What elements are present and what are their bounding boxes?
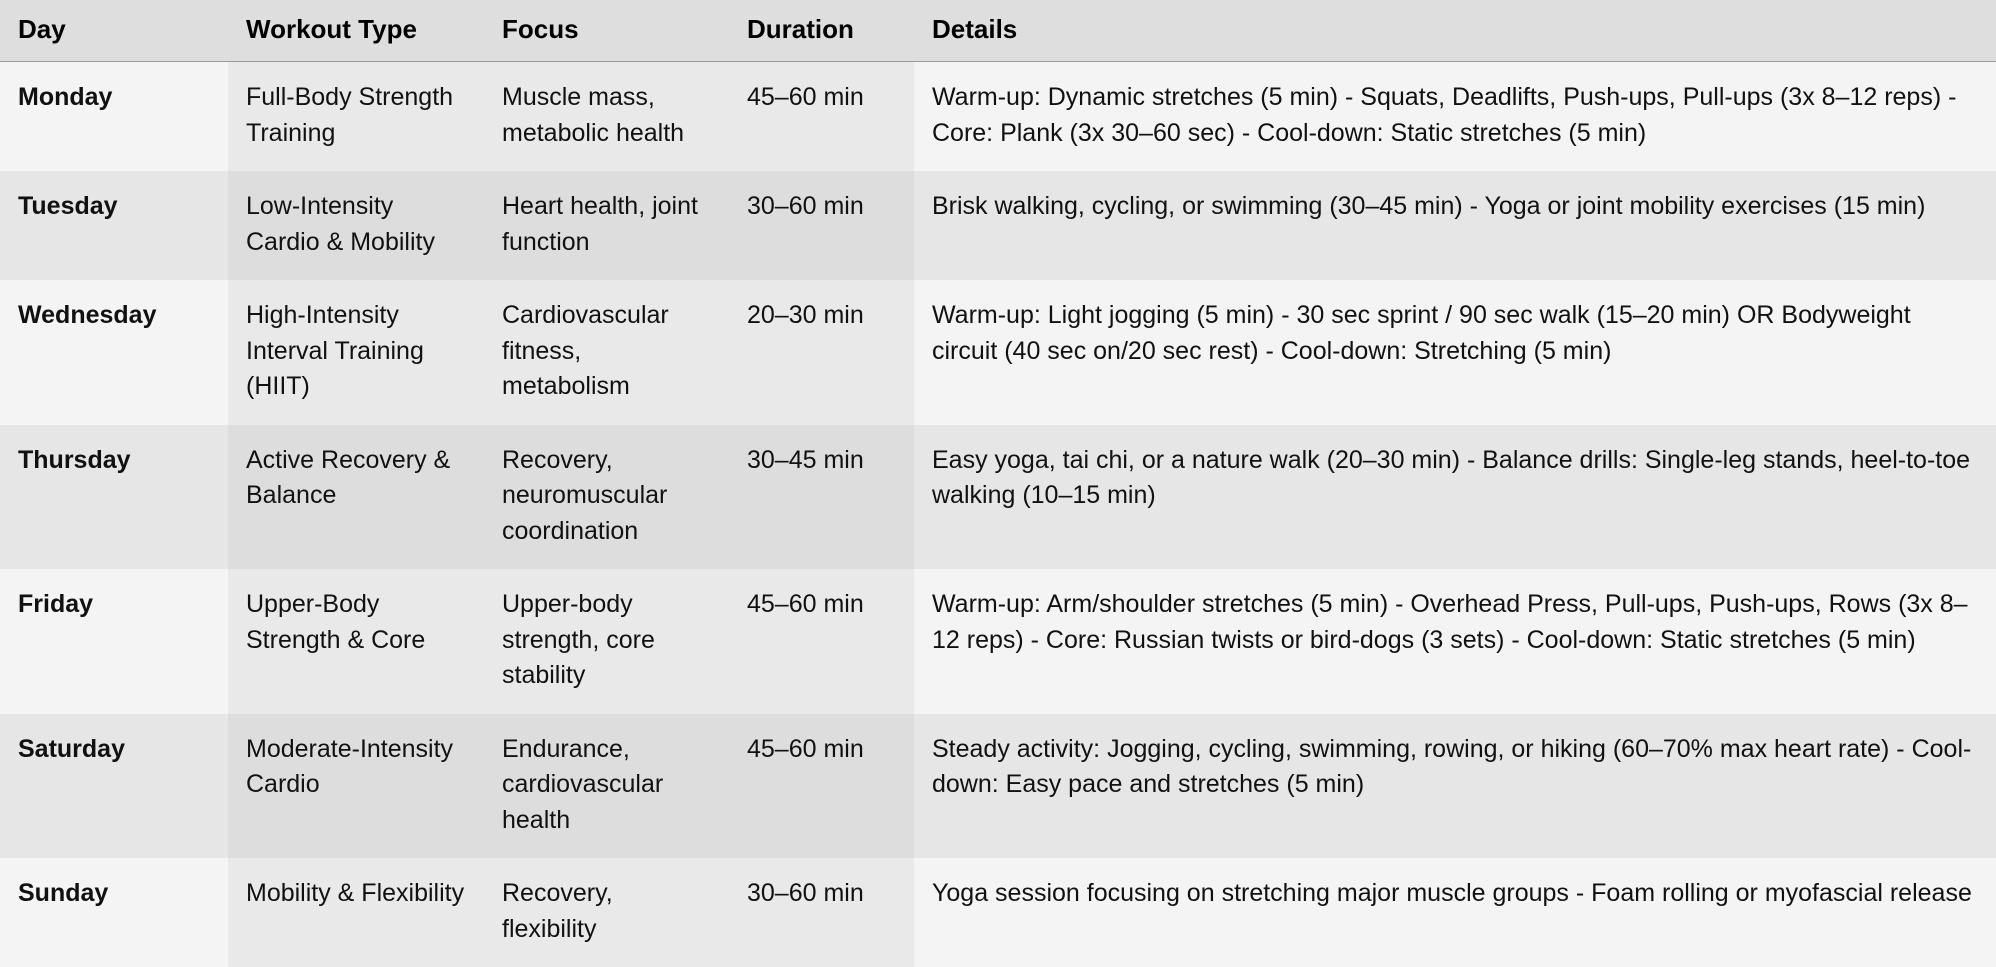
column-header-details: Details xyxy=(914,0,1996,62)
cell-workout-type: Moderate-Intensity Cardio xyxy=(228,714,484,859)
cell-day: Thursday xyxy=(0,425,228,570)
cell-workout-type: Mobility & Flexibility xyxy=(228,858,484,967)
table-row xyxy=(0,62,1996,172)
cell-details: Steady activity: Jogging, cycling, swimming, rowing, or hiking (60–70% max heart rate) - Cool-down: Easy pace and stretches (5 min) xyxy=(914,714,1996,859)
cell-details: Easy yoga, tai chi, or a nature walk (20–30 min) - Balance drills: Single-leg stands, heel-to-toe walking (10–15 min) xyxy=(914,425,1996,570)
cell-focus: Recovery, neuromuscular coordination xyxy=(484,425,729,570)
cell-details: Yoga session focusing on stretching major muscle groups - Foam rolling or myofascial release xyxy=(914,858,1996,967)
cell-duration: 30–45 min xyxy=(729,425,914,570)
cell-workout-type: Low-Intensity Cardio & Mobility xyxy=(228,171,484,280)
cell-duration: 30–60 min xyxy=(729,858,914,967)
cell-day: Friday xyxy=(0,569,228,714)
cell-duration: 45–60 min xyxy=(729,62,914,172)
table-row xyxy=(0,425,1996,570)
table-row xyxy=(0,569,1996,714)
table-header xyxy=(0,0,1996,62)
cell-day: Tuesday xyxy=(0,171,228,280)
cell-focus: Recovery, flexibility xyxy=(484,858,729,967)
cell-duration: 45–60 min xyxy=(729,714,914,859)
cell-details: Warm-up: Arm/shoulder stretches (5 min) - Overhead Press, Pull-ups, Push-ups, Rows (3x 8–12 reps) - Core: Russian twists or bird-dogs (3 sets) - Cool-down: Static stretches (5 min) xyxy=(914,569,1996,714)
column-header-duration: Duration xyxy=(729,0,914,62)
cell-workout-type: Full-Body Strength Training xyxy=(228,62,484,172)
cell-day: Wednesday xyxy=(0,280,228,425)
cell-focus: Cardiovascular fitness, metabolism xyxy=(484,280,729,425)
cell-day: Saturday xyxy=(0,714,228,859)
cell-workout-type: High-Intensity Interval Training (HIIT) xyxy=(228,280,484,425)
column-header-focus: Focus xyxy=(484,0,729,62)
table-row xyxy=(0,171,1996,280)
cell-duration: 45–60 min xyxy=(729,569,914,714)
cell-day: Sunday xyxy=(0,858,228,967)
cell-details: Brisk walking, cycling, or swimming (30–45 min) - Yoga or joint mobility exercises (15 min) xyxy=(914,171,1996,280)
cell-duration: 30–60 min xyxy=(729,171,914,280)
table-row xyxy=(0,858,1996,967)
table-row xyxy=(0,714,1996,859)
cell-workout-type: Upper-Body Strength & Core xyxy=(228,569,484,714)
cell-day: Monday xyxy=(0,62,228,172)
cell-focus: Upper-body strength, core stability xyxy=(484,569,729,714)
table-header-row xyxy=(0,0,1996,62)
table-body xyxy=(0,62,1996,967)
cell-workout-type: Active Recovery & Balance xyxy=(228,425,484,570)
cell-duration: 20–30 min xyxy=(729,280,914,425)
column-header-workout-type: Workout Type xyxy=(228,0,484,62)
cell-focus: Heart health, joint function xyxy=(484,171,729,280)
cell-details: Warm-up: Light jogging (5 min) - 30 sec sprint / 90 sec walk (15–20 min) OR Bodyweight circuit (40 sec on/20 sec rest) - Cool-down: Stretching (5 min) xyxy=(914,280,1996,425)
column-header-day: Day xyxy=(0,0,228,62)
table-row xyxy=(0,280,1996,425)
cell-focus: Muscle mass, metabolic health xyxy=(484,62,729,172)
cell-focus: Endurance, cardiovascular health xyxy=(484,714,729,859)
cell-details: Warm-up: Dynamic stretches (5 min) - Squats, Deadlifts, Push-ups, Pull-ups (3x 8–12 reps) - Core: Plank (3x 30–60 sec) - Cool-down: Static stretches (5 min) xyxy=(914,62,1996,172)
